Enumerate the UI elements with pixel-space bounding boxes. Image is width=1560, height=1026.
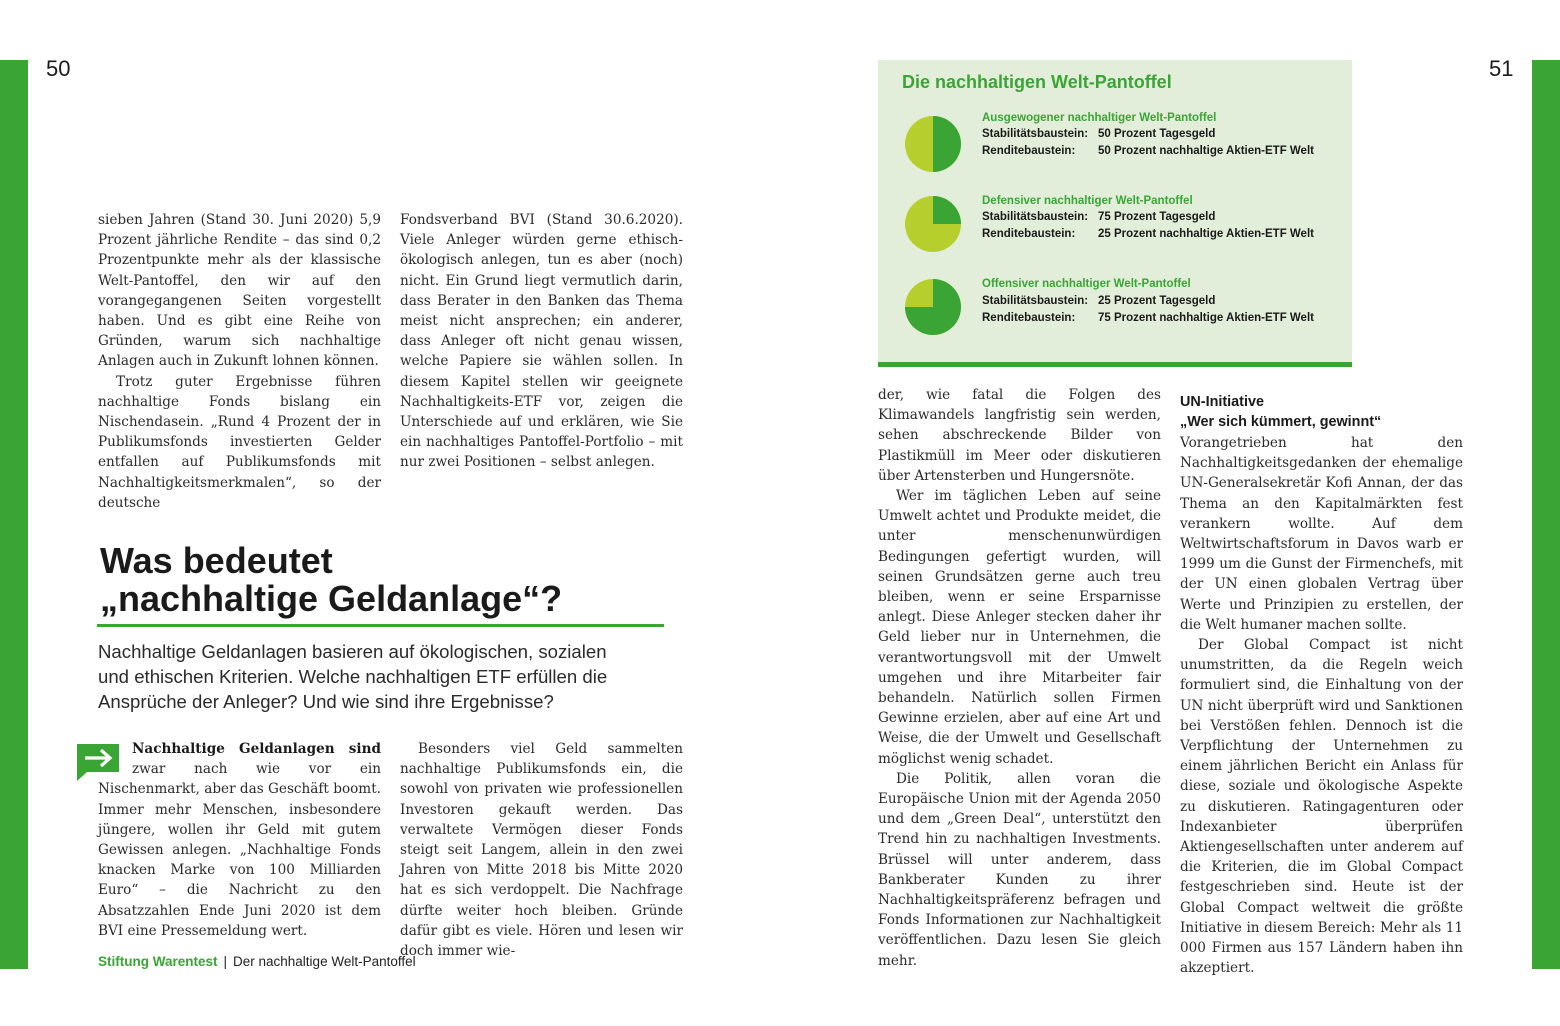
paragraph: Trotz guter Ergebnisse führen nachhaltige Fonds bislang ein Nischendasein. „Rund 4 Prozent der in Publikumsfonds investierten Gelder entfallen auf Publikumsfonds mit Nachhaltigkeitsmerkmalen“, so der deutsche (98, 373, 381, 511)
left-col1-top (98, 210, 381, 513)
left-col1-bottom (98, 739, 381, 941)
variant-title: Ausgewogener nachhaltiger Welt-Pantoffel (982, 112, 1217, 124)
heading-underline (97, 624, 664, 627)
paragraph: Vorangetrieben hat den Nachhaltigkeitsgedanken der ehemalige UN-Generalsekretär Kofi Annan, der das Thema an den Kapitalmärkten fest verankern wollte. Auf dem Weltwirtschaftsforum in Davos warb er 1999 um die Gunst der Firmenchefs, mit der UN einen globalen Vertrag über Werte und Prinzipien zu erstellen, der die Welt humaner machen sollte. (1180, 435, 1463, 633)
paragraph: zwar nach wie vor ein Nischenmarkt, aber das Geschäft boomt. Immer mehr Menschen, insbesondere jüngere, wollen ihr Geld mit gutem Gewissen anlegen. „Nachhaltige Fonds knacken Marke von 100 Milliarden Euro“ – die Nachricht zu den Absatzzahlen Ende Juni 2020 ist dem BVI eine Pressemeldung wert. (98, 761, 381, 939)
stability-label: Stabilitätsbaustein: (982, 211, 1089, 223)
footer-title: Der nachhaltige Welt-Pantoffel (233, 954, 416, 969)
variant-title: Offensiver nachhaltiger Welt-Pantoffel (982, 278, 1191, 290)
page-number-left: 50 (46, 56, 71, 81)
return-label: Renditebaustein: (982, 312, 1076, 324)
variant-stability (982, 128, 1215, 140)
pie-chart-offensive (904, 278, 962, 336)
return-label: Renditebaustein: (982, 145, 1076, 157)
pie-chart-balanced (904, 115, 962, 173)
paragraph: Besonders viel Geld sammelten nachhaltige Publikumsfonds ein, die sowohl von privaten wie professionellen Investoren gekauft werden. Das verwaltete Vermögen dieser Fonds steigt seit Langem, allein in den zwei Jahren von Mitte 2018 bis Mitte 2020 hat es sich verdoppelt. Die Nachfrage dürfte weiter hoch bleiben. Gründe dafür gibt es viele. Hören und lesen wir doch immer wie- (400, 741, 683, 960)
variant-title: Defensiver nachhaltiger Welt-Pantoffel (982, 195, 1193, 207)
paragraph: Fondsverband BVI (Stand 30.6.2020). Viele Anleger würden gerne ethisch-ökologisch anlegen, tun es aber (noch) nicht. Ein Grund liegt vermutlich darin, dass Berater in den Banken das Thema meist nicht ansprechen; ein anderer, dass Anleger oft nicht genau wissen, welche Papiere sie wählen sollen. In diesem Kapitel stellen wir geeignete Nachhaltigkeits-ETF vor, zeigen die Unterschiede auf und erklären, wie Sie ein nachhaltiges Pantoffel-Portfolio – mit nur zwei Positionen – selbst anlegen. (400, 212, 683, 471)
infobox-title: Die nachhaltigen Welt-Pantoffel (902, 72, 1172, 92)
variant-return (982, 145, 1314, 157)
left-col2-top (400, 210, 683, 473)
heading-line-1: Was bedeutet (100, 540, 333, 581)
paragraph: Der Global Compact ist nicht unumstritten, da die Regeln weich formuliert sind, die Einhaltung von der UN nicht überprüft wird und Sanktionen bei Verstößen fehlen. Dennoch ist die Verpflichtung der Unternehmen zu einem jährlichen Bericht ein Anlass für diese, soziale und ökologische Aspekte zu diskutieren. Ratingagenturen oder Indexanbieter überprüfen Aktiengesellschaften unter anderem auf die Kriterien, die im Global Compact festgeschrieben sind. Heute ist der Global Compact weltweit die größte Initiative in diesem Bereich: Mehr als 11 000 Firmen aus 157 Ländern haben ihn akzeptiert. (1180, 637, 1463, 977)
sidebar-heading-2: „Wer sich kümmert, gewinnt“ (1180, 414, 1382, 430)
footer (98, 954, 416, 969)
variant-return (982, 312, 1314, 324)
right-col1 (878, 385, 1161, 971)
left-edge-bar (0, 60, 28, 969)
pie-stock (933, 116, 961, 172)
paragraph: der, wie fatal die Folgen des Klimawandels langfristig sein werden, sehen abschreckende Bilder von Plastikmüll im Meer oder diskutieren über Artensterben und Hungersnöte. (878, 387, 1161, 484)
heading-line-2: „nachhaltige Geldanlage“? (100, 578, 563, 619)
footer-separator: | (223, 954, 228, 969)
footer-brand: Stiftung Warentest (98, 954, 218, 969)
paragraph: sieben Jahren (Stand 30. Juni 2020) 5,9 Prozent jährliche Rendite – das sind 0,2 Prozentpunkte mehr als der klassische Welt-Pantoffel, den wir auf den vorangegangenen Seiten vorgestellt haben. Und es gibt eine Reihe von Gründen, warum sich nachhaltige Anlagen auch in Zukunft lohnen können. (98, 212, 381, 370)
infobox-underline (878, 362, 1352, 367)
stability-label: Stabilitätsbaustein: (982, 295, 1089, 307)
variant-stability (982, 211, 1215, 223)
stability-label: Stabilitätsbaustein: (982, 128, 1089, 140)
pie-chart-defensive (904, 195, 962, 253)
stability-value: 25 Prozent Tagesgeld (1098, 295, 1216, 307)
pie-stock (933, 196, 961, 224)
return-value: 75 Prozent nachhaltige Aktien-ETF Welt (1098, 312, 1314, 324)
stability-value: 75 Prozent Tagesgeld (1098, 211, 1216, 223)
intro-line: und ethischen Kriterien. Welche nachhaltigen ETF erfüllen die (98, 666, 608, 687)
variant-return (982, 228, 1314, 240)
intro-text (98, 639, 668, 714)
paragraph: Wer im täglichen Leben auf seine Umwelt achtet und Produkte meidet, die unter menschenunwürdigen Bedingungen gefertigt wurden, will seinen Grundsätzen gerne auch treu bleiben, wenn er seine Ersparnisse anlegt. Diese Anleger stecken daher ihr Geld lieber nur in Unternehmen, die verantwortungsvoll mit der Umwelt umgehen und ihre Mitarbeiter fair behandeln. Natürlich sollen Firmen Gewinne erzielen, aber auf eine Art und Weise, die der Umwelt und Gesellschaft möglichst wenig schadet. (878, 488, 1161, 767)
right-edge-bar (1532, 60, 1560, 969)
variant-stability (982, 295, 1215, 307)
intro-line: Ansprüche der Anleger? Und wie sind ihre Ergebnisse? (98, 691, 554, 712)
return-label: Renditebaustein: (982, 228, 1076, 240)
section-heading (100, 542, 670, 618)
stability-value: 50 Prozent Tagesgeld (1098, 128, 1216, 140)
left-col2-bottom (400, 739, 683, 961)
return-value: 25 Prozent nachhaltige Aktien-ETF Welt (1098, 228, 1314, 240)
intro-line: Nachhaltige Geldanlagen basieren auf ökologischen, sozialen (98, 641, 607, 662)
page-number-right: 51 (1489, 56, 1514, 81)
return-value: 50 Prozent nachhaltige Aktien-ETF Welt (1098, 145, 1314, 157)
right-col2 (1180, 433, 1463, 978)
lead-in: Nachhaltige Geldanlagen sind (132, 741, 381, 757)
sidebar-heading-1: UN-Initiative (1180, 394, 1264, 410)
paragraph: Die Politik, allen voran die Europäische Union mit der Agenda 2050 und dem „Green Deal“, unterstützt den Trend hin zu nachhaltigen Investments. Brüssel will unter anderem, dass Bankberater Kunden zu ihrer Nachhaltigkeitspräferenz befragen und Fonds Informationen zur Nachhaltigkeit veröffentlichen. Dazu lesen Sie gleich mehr. (878, 770, 1161, 969)
